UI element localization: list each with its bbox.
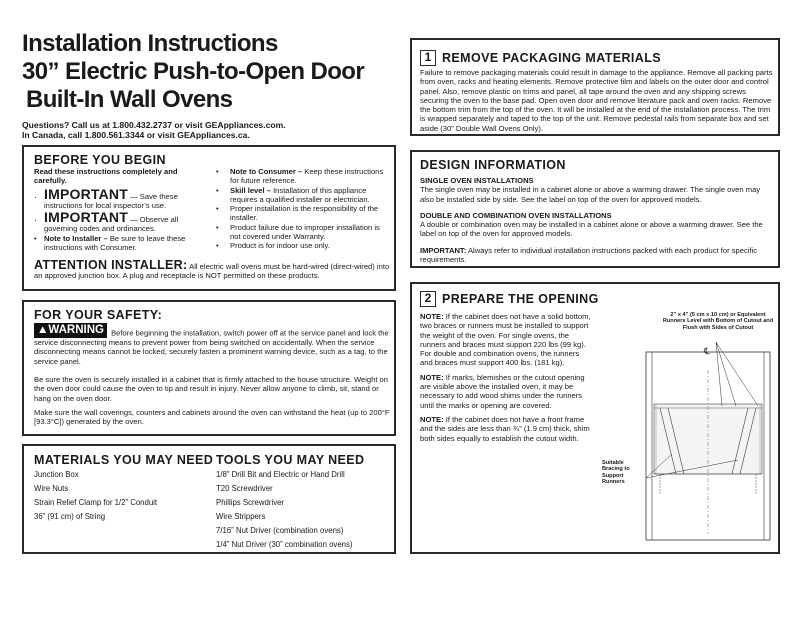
material-item: Strain Relief Clamp for 1/2” Conduit [34,498,158,508]
note-3-label: NOTE: [420,414,444,424]
materials-list [34,470,214,526]
material-item: Wire Nuts [34,484,69,494]
safety-section [22,300,396,436]
important-2-text: — Observe all governing codes and ordinances. [44,214,179,233]
note-installer-label: Note to Installer – [44,233,108,243]
note-3-text: If the cabinet does not have a front frame and the sides are less than ¾” (1.9 cm) thick, shim both sides equally to establish the cutout width. [420,414,590,443]
document-title [22,30,402,114]
tool-item: Phillips Screwdriver [216,498,285,508]
centerline-symbol: ℄ [704,346,710,356]
step-number-box: 1 [420,50,436,66]
remove-packaging-heading: REMOVE PACKAGING MATERIALS [442,51,661,65]
prepare-opening-header [420,290,599,308]
safety-heading: FOR YOUR SAFETY: [34,308,163,322]
proper-installation: • Proper installation is the responsibility of the installer. [216,204,379,223]
cutout-diagram [598,334,778,546]
product-failure: • Product failure due to improper installation is not covered under Warranty. [216,222,380,242]
title-line-3: Built-In Wall Ovens [26,86,233,113]
note-1-label: NOTE: [420,312,444,321]
indoor-only-text: Product is for indoor use only. [230,241,330,251]
skill-level: • Skill level – Installation of this appliance requires a qualified installer or electrician. [216,185,370,204]
tool-item: T20 Screwdriver [216,484,273,494]
contact-info [22,120,402,140]
prepare-opening-section [410,282,780,554]
single-oven-heading: SINGLE OVEN INSTALLATIONS [420,176,534,185]
contact-us: Questions? Call us at 1.800.432.2737 or visit GEAppliances.com. [22,120,286,130]
prepare-note-1 [420,312,592,368]
design-information-section [410,150,780,268]
double-oven-heading: DOUBLE AND COMBINATION OVEN INSTALLATIONS [420,210,612,220]
material-item: Junction Box [34,470,79,479]
bracing-label: Suitable Bracing to Support Runners [602,460,630,486]
tools-list [216,470,394,555]
bullet-dot: • [34,233,37,243]
remove-packaging-body: Failure to remove packaging materials could result in damage to the appliance. Remove all packing parts from oven, racks and heating elements. Remove protective film and labels on the outer door and control panel. Also, remove plastic on trims and panel, all tape around the oven and any shipping screws securing the oven to the base pad. Open oven door and remove literature pack and oven racks. Remove the bottom trim from the top of the oven. It will be installed at the end of the installation process. The trim is wrapped separately and taped to the top of the unit. Remove pedestal rails from separate box and set aside (30” Double Wall Ovens Only). [420,68,773,133]
prepare-opening-heading: PREPARE THE OPENING [442,292,599,306]
tool-item: 1/8” Drill Bit and Electric or Hand Drill [216,470,345,479]
design-important [420,246,776,265]
safety-paragraph-3: Make sure the wall coverings, counters and cabinets around the oven can withstand the heat (up to 200°F [93.3°C]) generated by the oven. [34,408,390,427]
note-consumer-label: Note to Consumer – [230,167,303,176]
note-consumer-text: Keep these instructions for future reference. [230,167,384,186]
tool-item: Wire Strippers [216,512,266,522]
title-line-2: 30” Electric Push-to-Open Door [22,58,365,85]
double-oven-text: A double or combination oven may be installed in a cabinet alone or above a warming drawer. See the label on top of the oven for approved models. [420,220,763,239]
prepare-notes [420,312,592,443]
warning-badge: ▲WARNING [34,323,107,338]
design-important-label: IMPORTANT: [420,245,467,255]
attention-label: ATTENTION INSTALLER: [34,258,188,272]
tools-heading: TOOLS YOU MAY NEED [216,453,365,467]
indoor-use: • Product is for indoor use only. [216,241,330,251]
attention-text: All electric wall ovens must be hard-wired (direct-wired) into an approved junction box. A plug and receptacle is NOT permitted on these products. [34,262,390,280]
safety-warning-paragraph [34,323,390,366]
material-item: 36” (91 cm) of String [34,512,106,522]
before-left-column [34,167,212,252]
bullet-dot: · [34,214,37,225]
tool-item: 7/16” Nut Driver (combination ovens) [216,526,344,536]
note-2-label: NOTE: [420,372,444,382]
prepare-note-3 [420,415,592,443]
design-important-text: Always refer to individual installation instructions packed with each product for specific requirements. [420,245,758,265]
safety-paragraph-2: Be sure the oven is securely installed in a cabinet that is firmly attached to the house structure. Weight on the oven door could cause the oven to tip and result in injury. Never allow anyone to climb, sit, stand or hang on the oven door. [34,375,389,403]
before-right-column [216,167,392,251]
important-save [34,185,212,210]
before-you-begin-heading: BEFORE YOU BEGIN [34,153,166,167]
proper-install-text: Proper installation is the responsibility of the installer. [230,204,379,223]
design-info-body [420,176,776,264]
skill-label: Skill level – [230,185,271,195]
skill-text: Installation of this appliance requires a qualified installer or electrician. [230,185,370,204]
design-info-heading: DESIGN INFORMATION [420,158,566,172]
note-2-text: If marks, blemishes or the cutout opening are visible above the installed oven, it may be necessary to add wood shims under the runners until the marks or opening are covered. [420,372,585,410]
warning-text: Before beginning the installation, switch power off at the service panel and lock the service disconnecting means to prevent power from being switched on accidentally. When the service disconnecting means cannot be locked, securely fasten a prominent warning device, such as a tag, to the service panel. [34,328,389,366]
remove-packaging-header [420,49,661,67]
materials-heading: MATERIALS YOU MAY NEED [34,453,214,467]
single-oven-text: The single oven may be installed in a cabinet alone or above a warming drawer. The single oven may also be installed side by side. See the label on top of the oven for approved models. [420,185,761,204]
title-line-1: Installation Instructions [22,30,278,57]
prepare-note-2 [420,373,592,410]
step-number-box: 2 [420,291,436,307]
important-2-label: IMPORTANT [44,208,128,225]
important-codes [34,208,212,233]
materials-tools-section [22,444,396,554]
note-to-consumer: • Note to Consumer – Keep these instructions for future reference. [216,167,384,186]
important-1-text: — Save these instructions for local inspector’s use. [44,191,178,210]
note-installer-text: Be sure to leave these instructions with Consumer. [44,233,186,252]
important-1-label: IMPORTANT [44,185,128,202]
before-intro: Read these instructions completely and carefully. [34,167,178,186]
before-you-begin-section [22,145,396,291]
runners-label: 2” x 4” (5 cm x 10 cm) or Equivalent Runners Level with Bottom of Cutout and Flush with Sides of Cutout [662,312,774,331]
note-to-installer [34,234,212,252]
attention-installer [34,258,390,280]
bullet-dot: · [34,191,37,202]
tool-item: 1/4” Nut Driver (30” combination ovens) [216,540,353,550]
note-1-text: If the cabinet does not have a solid bottom, two braces or runners must be installed to support the weight of the oven. For single ovens, the runners and braces must support 220 lbs (99 kg). For double and combination ovens, the runners and braces must support 400 lbs. (181 kg). [420,312,591,368]
product-failure-text: Product failure due to improper installation is not covered under Warranty. [230,222,380,242]
contact-canada: In Canada, call 1.800.561.3344 or visit GEAppliances.ca. [22,130,250,140]
remove-packaging-section [410,38,780,136]
